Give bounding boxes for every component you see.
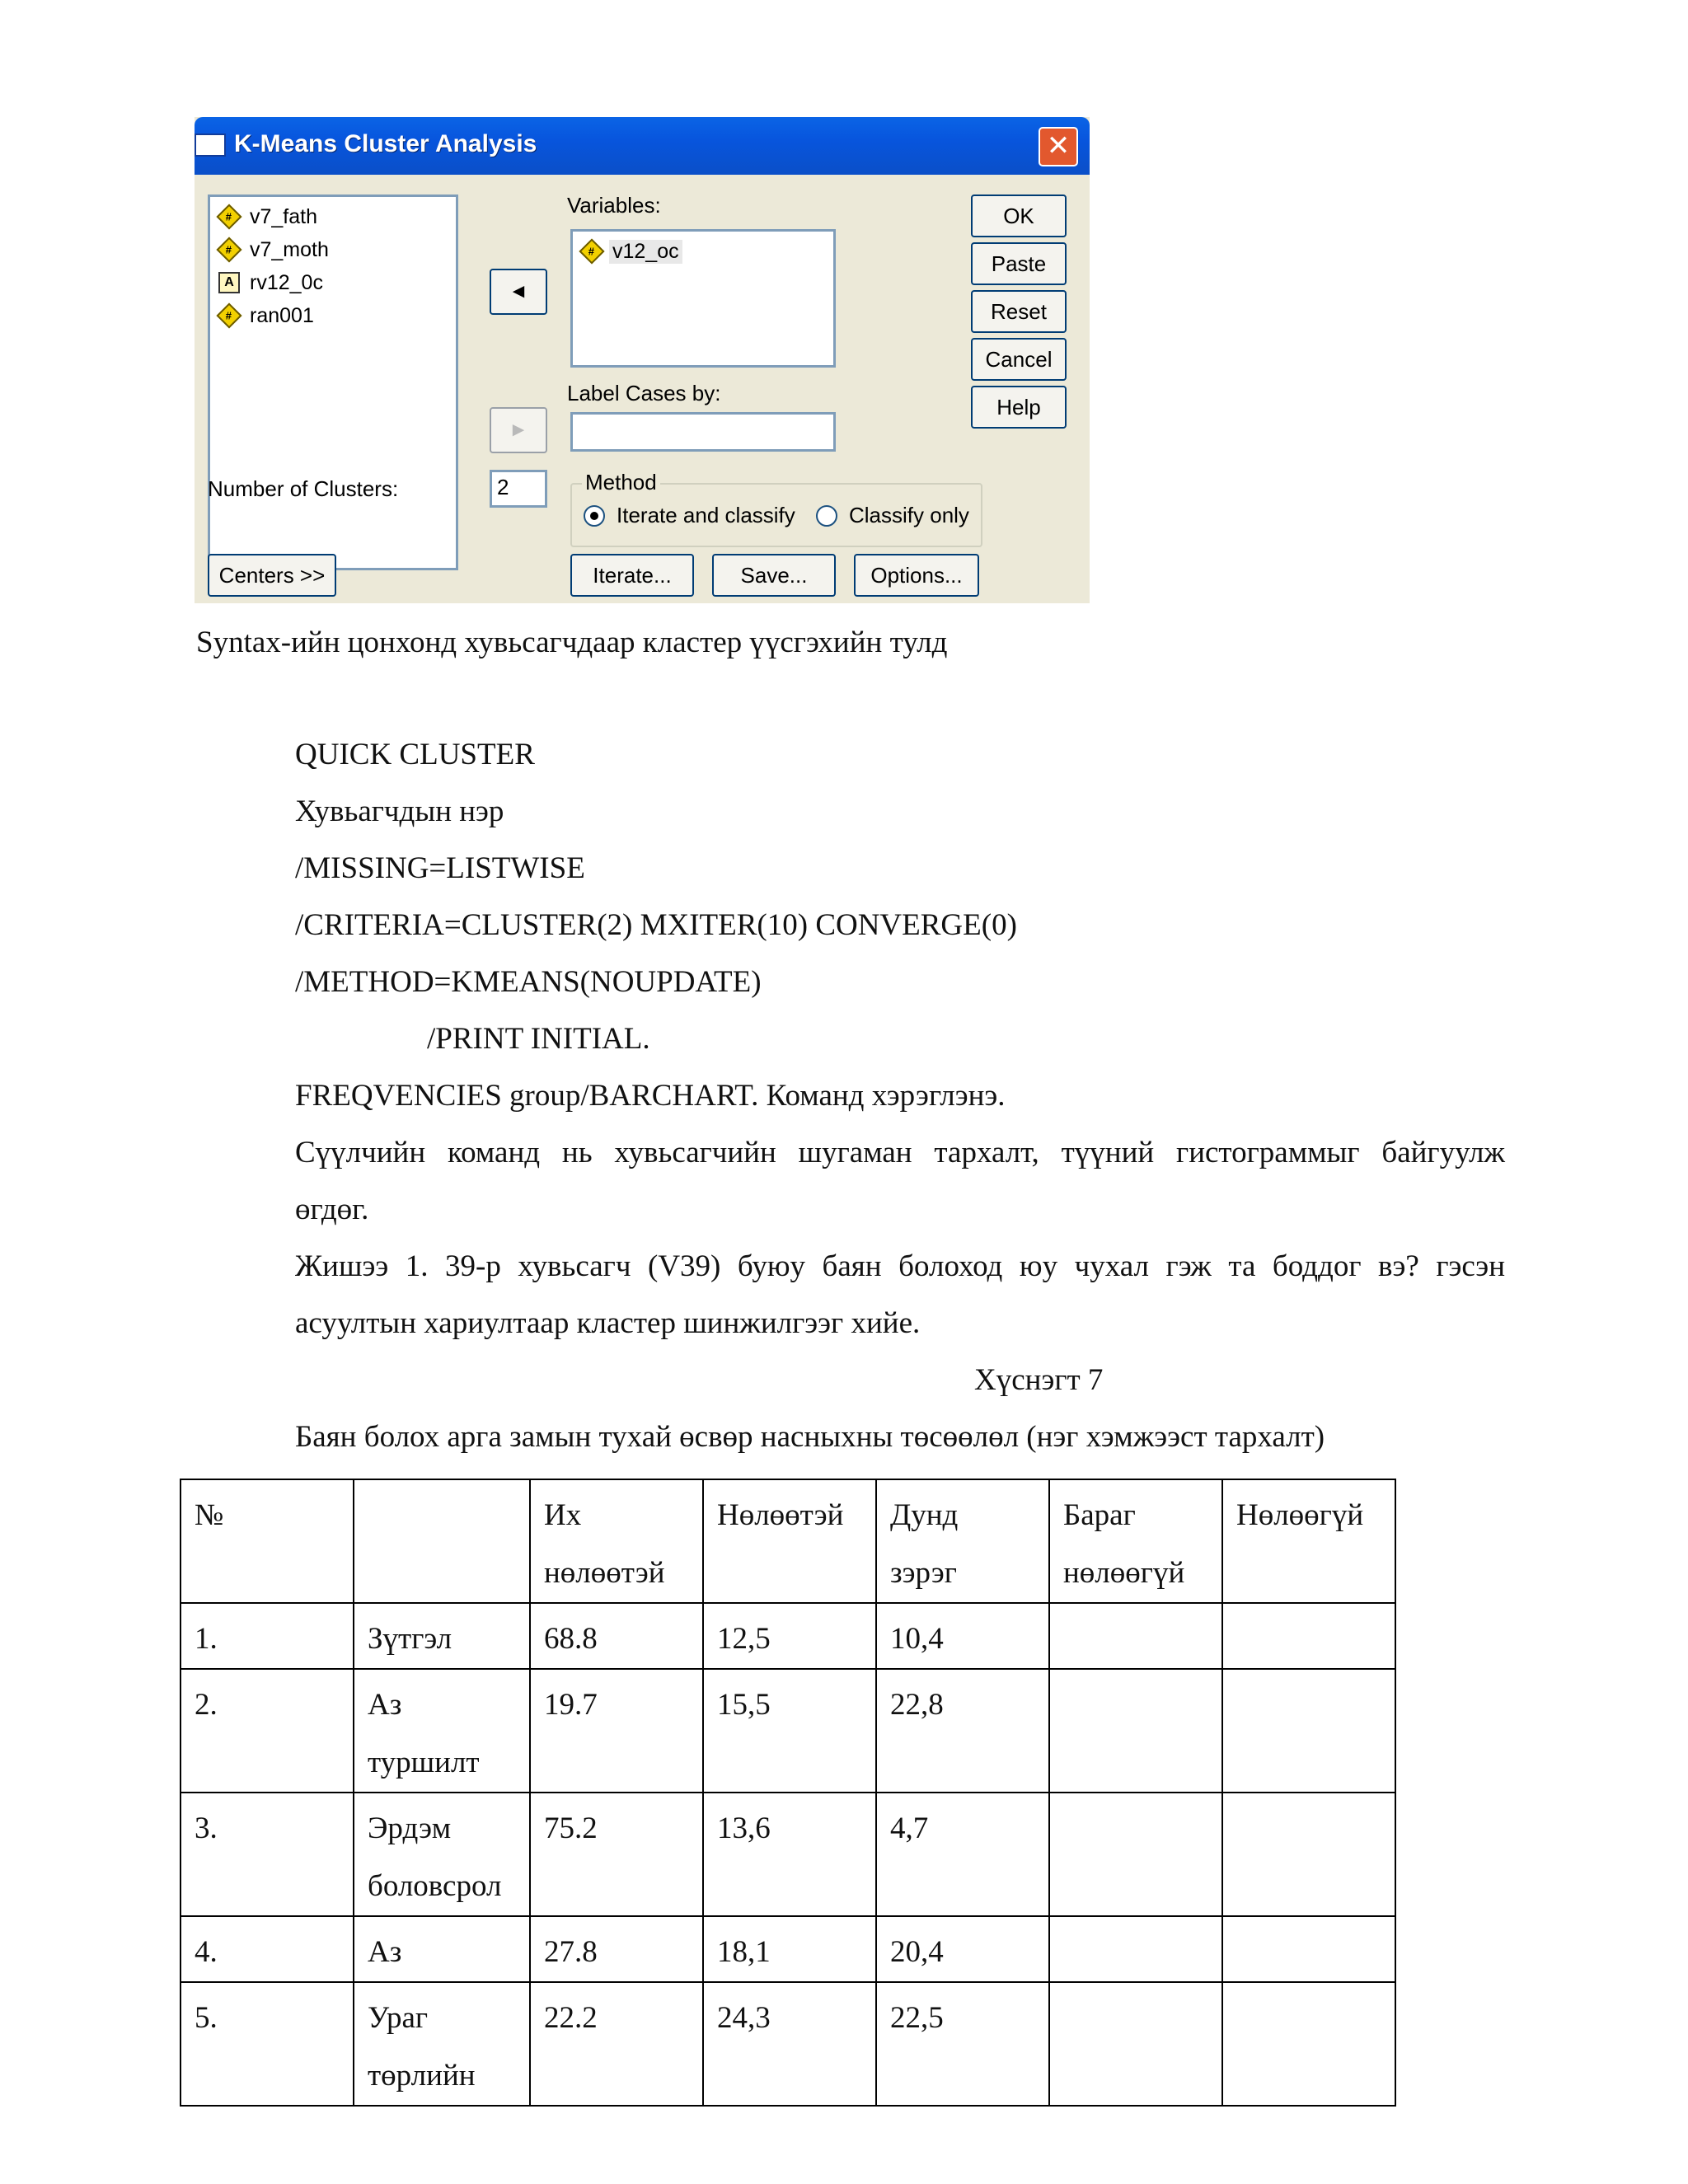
header-cell [703,1479,876,1603]
syntax-line: FREQVENCIES group/BARCHART. Команд хэрэглэнэ. [295,1079,1006,1113]
label-cases-label: Label Cases by: [567,381,721,405]
help-button[interactable]: Help [971,386,1067,429]
variable-item[interactable] [218,233,332,266]
table-cell [1222,1669,1395,1793]
table-cell: 5. [181,1982,354,2106]
header-cell [1222,1479,1395,1603]
paragraph-line: Сүүлчийн команд нь хувьсагчийн шугаман тархалт, түүний гистограммыг байгуулж [295,1136,1505,1169]
table-row [181,1916,1395,1982]
header-cell [354,1479,530,1603]
table-cell [1222,1982,1395,2106]
table-cell [354,1603,530,1669]
paste-button[interactable]: Paste [971,242,1067,285]
table-row [181,1982,1395,2106]
header-cell [530,1479,703,1603]
table-cell [1222,1793,1395,1916]
numeric-glyph: # [216,204,241,229]
source-variable-list[interactable] [208,194,458,570]
options-button[interactable]: Options... [854,554,979,597]
move-to-label-cases-button[interactable] [490,407,547,453]
radio-unselected-icon [816,505,837,527]
table-title: Баян болох арга замын тухай өсвөр насныхны төсөөлөл (нэг хэмжээст тархалт) [295,1420,1325,1454]
cell-text: Нөлөөгүй [1236,1498,1364,1532]
variable-name: rv12_0c [250,270,323,294]
table-cell [1222,1603,1395,1669]
table-cell: 15,5 [703,1669,876,1793]
table-cell: 10,4 [876,1603,1049,1669]
arrow-right-icon: ► [509,419,528,441]
table-cell: 12,5 [703,1603,876,1669]
move-to-variables-button[interactable] [490,269,547,315]
radio-label: Classify only [849,503,969,527]
table-cell: 22,5 [876,1982,1049,2106]
cell-text: Зүтгэл [368,1622,452,1656]
cell-text: нөлөөтэй [544,1556,665,1590]
table-cell [1222,1916,1395,1982]
syntax-line: /CRITERIA=CLUSTER(2) MXITER(10) CONVERGE(0) [295,908,1017,942]
table-cell: 18,1 [703,1916,876,1982]
paragraph-line: Жишээ 1. 39-р хувьсагч (V39) буюу баян болоход юу чухал гэж та боддог вэ? гэсэн [295,1249,1505,1283]
numeric-variable-icon [218,305,240,326]
table-cell [1049,1669,1222,1793]
radio-iterate-and-classify[interactable] [584,503,795,528]
table-cell: 24,3 [703,1982,876,2106]
dialog-title: K-Means Cluster Analysis [234,130,537,157]
syntax-line: /METHOD=KMEANS(NOUPDATE) [295,965,762,999]
data-table [180,1479,1396,2107]
cell-text: Аз [368,1688,402,1722]
string-variable-icon [218,272,240,293]
variable-item[interactable] [218,200,321,233]
numeric-variable-icon [218,239,240,260]
cell-text: боловсрол [368,1869,502,1903]
table-cell [1049,1916,1222,1982]
variable-item[interactable] [218,266,326,299]
numeric-variable-icon [581,241,603,262]
selected-variable-list[interactable] [570,229,836,368]
variable-item[interactable] [581,235,682,268]
save-button[interactable]: Save... [712,554,836,597]
variable-name: ran001 [250,303,314,327]
table-cell: 75.2 [530,1793,703,1916]
centers-button[interactable]: Centers >> [208,554,336,597]
iterate-button[interactable]: Iterate... [570,554,694,597]
cell-text: Нөлөөтэй [717,1498,844,1532]
syntax-line: QUICK CLUSTER [295,738,535,771]
table-cell [1049,1793,1222,1916]
cell-text: туршилт [368,1746,480,1779]
table-cell [354,1669,530,1793]
arrow-left-icon: ◄ [509,280,528,302]
header-cell [876,1479,1049,1603]
table-cell [1049,1603,1222,1669]
table-cell: 22,8 [876,1669,1049,1793]
cell-text: Их [544,1498,582,1532]
variable-item[interactable] [218,299,317,332]
dialog-title-bar[interactable] [195,117,1090,175]
caption: Syntax-ийн цонхонд хувьсагчдаар кластер үүсгэхийн тулд [196,626,948,659]
numeric-glyph: # [216,237,241,262]
cell-text: Эрдэм [368,1811,452,1845]
table-cell: 2. [181,1669,354,1793]
window-icon [195,134,226,157]
string-glyph: A [218,272,240,293]
table-cell: 68.8 [530,1603,703,1669]
cell-text: Бараг [1063,1498,1136,1532]
radio-selected-icon [584,505,605,527]
method-group-label: Method [582,470,660,495]
variable-name: v12_oc [609,240,682,264]
variables-label: Variables: [567,193,661,218]
variable-name: v7_moth [250,237,329,261]
table-cell [354,1916,530,1982]
syntax-line: /MISSING=LISTWISE [295,851,585,885]
table-cell: 13,6 [703,1793,876,1916]
variable-name: v7_fath [250,204,318,228]
table-cell [1049,1982,1222,2106]
header-cell [181,1479,354,1603]
close-icon[interactable]: ✕ [1039,127,1078,166]
table-cell: 4. [181,1916,354,1982]
table-header-row [181,1479,1395,1603]
table-cell: 20,4 [876,1916,1049,1982]
table-cell: 3. [181,1793,354,1916]
numeric-variable-icon [218,206,240,227]
table-cell [354,1982,530,2106]
table-row [181,1793,1395,1916]
table-cell: 22.2 [530,1982,703,2106]
radio-classify-only[interactable] [816,503,969,528]
radio-label: Iterate and classify [617,503,795,527]
numeric-glyph: # [579,238,604,264]
cell-text: төрлийн [368,2059,476,2093]
paragraph-line: өгдөг. [295,1193,369,1226]
ok-button[interactable]: OK [971,194,1067,237]
syntax-line: Хувьагчдын нэр [295,794,504,828]
label-cases-field[interactable] [570,412,836,452]
reset-button[interactable]: Reset [971,290,1067,333]
cancel-button[interactable]: Cancel [971,338,1067,381]
cell-text: нөлөөгүй [1063,1556,1185,1590]
number-of-clusters-label: Number of Clusters: [208,476,399,501]
table-cell: 27.8 [530,1916,703,1982]
kmeans-dialog [195,117,1090,603]
table-row [181,1669,1395,1793]
table-cell [354,1793,530,1916]
number-of-clusters-input[interactable]: 2 [490,470,547,508]
cell-text: Аз [368,1935,402,1969]
table-cell: 19.7 [530,1669,703,1793]
cell-text: № [195,1498,224,1532]
cell-text: Дунд [890,1498,959,1532]
method-group [570,470,982,547]
table-number: Хүснэгт 7 [974,1363,1104,1397]
table-row [181,1603,1395,1669]
paragraph-line: асуултын хариултаар кластер шинжилгээг хийе. [295,1306,921,1340]
syntax-line: /PRINT INITIAL. [427,1022,650,1056]
cell-text: зэрэг [890,1556,957,1590]
header-cell [1049,1479,1222,1603]
table-cell: 1. [181,1603,354,1669]
numeric-glyph: # [216,302,241,328]
cell-text: Ураг [368,2001,429,2035]
table-cell: 4,7 [876,1793,1049,1916]
